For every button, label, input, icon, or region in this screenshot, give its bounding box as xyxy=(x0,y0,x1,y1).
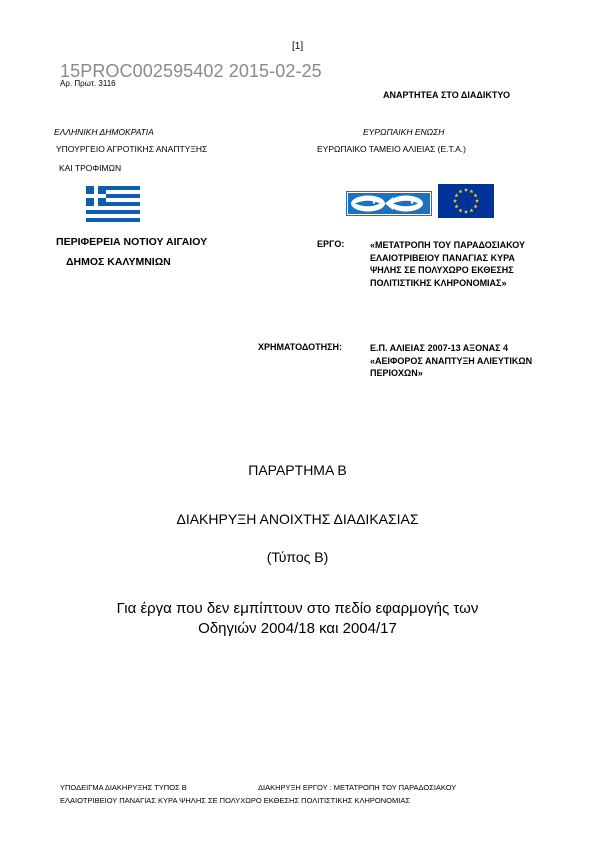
hellenic-republic-label: ΕΛΛΗΝΙΚΗ ΔΗΜΟΚΡΑΤΙΑ xyxy=(54,127,154,137)
funding-label: ΧΡΗΜΑΤΟΔΟΤΗΣΗ: xyxy=(258,342,342,352)
eu-star-icon xyxy=(454,204,458,208)
fisheries-fund-logo-icon xyxy=(346,191,432,216)
european-union-label: ΕΥΡΩΠΑΙΚΗ ΕΝΩΣΗ xyxy=(363,127,445,137)
region-name: ΠΕΡΙΦΕΡΕΙΑ ΝΟΤΙΟΥ ΑΙΓΑΙΟΥ xyxy=(56,236,208,248)
scope-line-2: Οδηγιών 2004/18 και 2004/17 xyxy=(198,620,397,637)
declaration-title: ΔΙΑΚΗΡΥΞΗ ΑΝΟΙΧΤΗΣ ΔΙΑΔΙΚΑΣΙΑΣ xyxy=(176,511,419,527)
greek-flag-icon xyxy=(81,186,145,222)
footer-left: ΥΠΟΔΕΙΓΜΑ ΔΙΑΚΗΡΥΞΗΣ ΤΥΠΟΣ Β xyxy=(60,783,187,792)
ministry-line-2: ΚΑΙ ΤΡΟΦΙΜΩΝ xyxy=(59,163,122,173)
publish-note: ΑΝΑΡΤΗΤΕΑ ΣΤΟ ΔΙΑΔΙΚΤΥΟ xyxy=(383,90,510,100)
footer-line-2: ΕΛΑΙΟΤΡΙΒΕΙΟΥ ΠΑΝΑΓΙΑΣ ΚΥΡΑ ΨΗΛΗΣ ΣΕ ΠΟΛΥΧΩΡΟ ΕΚΘΕΣΗΣ ΠΟΛΙΤΙΣΤΙΚΗΣ ΚΛΗΡΟΝΟΜΙΑΣ xyxy=(60,796,410,805)
municipality-name: ΔΗΜΟΣ ΚΑΛΥΜΝΙΩΝ xyxy=(66,256,171,268)
page-number: [1] xyxy=(292,41,304,52)
funding-value: Ε.Π. ΑΛΙΕΙΑΣ 2007-13 ΑΞΟΝΑΣ 4 «ΑΕΙΦΟΡΟΣ ΑΝΑΠΤΥΞΗ ΑΛΙΕΥΤΙΚΩΝ ΠΕΡΙΟΧΩΝ» xyxy=(370,343,533,379)
annex-title: ΠΑΡΑΡΤΗΜΑ Β xyxy=(248,462,347,478)
eu-star-icon xyxy=(473,193,477,197)
scope-line-1: Για έργα που δεν εμπίπτουν στο πεδίο εφαρμογής των xyxy=(116,600,479,617)
eu-star-icon xyxy=(464,188,468,192)
procedure-type: (Τύπος Β) xyxy=(266,549,329,565)
project-label: ΕΡΓΟ: xyxy=(317,239,345,249)
protocol-number: Αρ. Πρωτ. 3116 xyxy=(60,79,116,88)
eu-star-icon xyxy=(454,193,458,197)
eu-star-icon xyxy=(475,199,479,203)
eu-star-icon xyxy=(453,199,457,203)
eu-star-icon xyxy=(469,208,473,212)
eu-star-icon xyxy=(464,210,468,214)
eu-star-icon xyxy=(469,189,473,193)
eu-star-icon xyxy=(458,189,462,193)
eu-flag-icon xyxy=(438,184,494,218)
ministry-line-1: ΥΠΟΥΡΓΕΙΟ ΑΓΡΟΤΙΚΗΣ ΑΝΑΠΤΥΞΗΣ xyxy=(56,144,208,154)
document-id: 15PROC002595402 2015-02-25 xyxy=(60,61,322,81)
eu-star-icon xyxy=(458,208,462,212)
footer-right: ΔΙΑΚΗΡΥΞΗ ΕΡΓΟΥ : ΜΕΤΑΤΡΟΠΗ ΤΟΥ ΠΑΡΑΔΟΣΙΑΚΟΥ xyxy=(258,783,457,792)
project-value: «ΜΕΤΑΤΡΟΠΗ ΤΟΥ ΠΑΡΑΔΟΣΙΑΚΟΥ ΕΛΑΙΟΤΡΙΒΕΙΟΥ ΠΑΝΑΓΙΑΣ ΚΥΡΑ ΨΗΛΗΣ ΣΕ ΠΟΛΥΧΩΡΟ ΕΚΘΕΣΗΣ ΠΟΛΙΤΙΣΤΙΚΗΣ ΚΛΗΡΟΝΟΜΙΑΣ» xyxy=(370,240,525,289)
eu-star-icon xyxy=(473,204,477,208)
fisheries-fund-label: ΕΥΡΩΠΑΙΚΟ ΤΑΜΕΙΟ ΑΛΙΕΙΑΣ (Ε.Τ.Α.) xyxy=(317,144,466,154)
